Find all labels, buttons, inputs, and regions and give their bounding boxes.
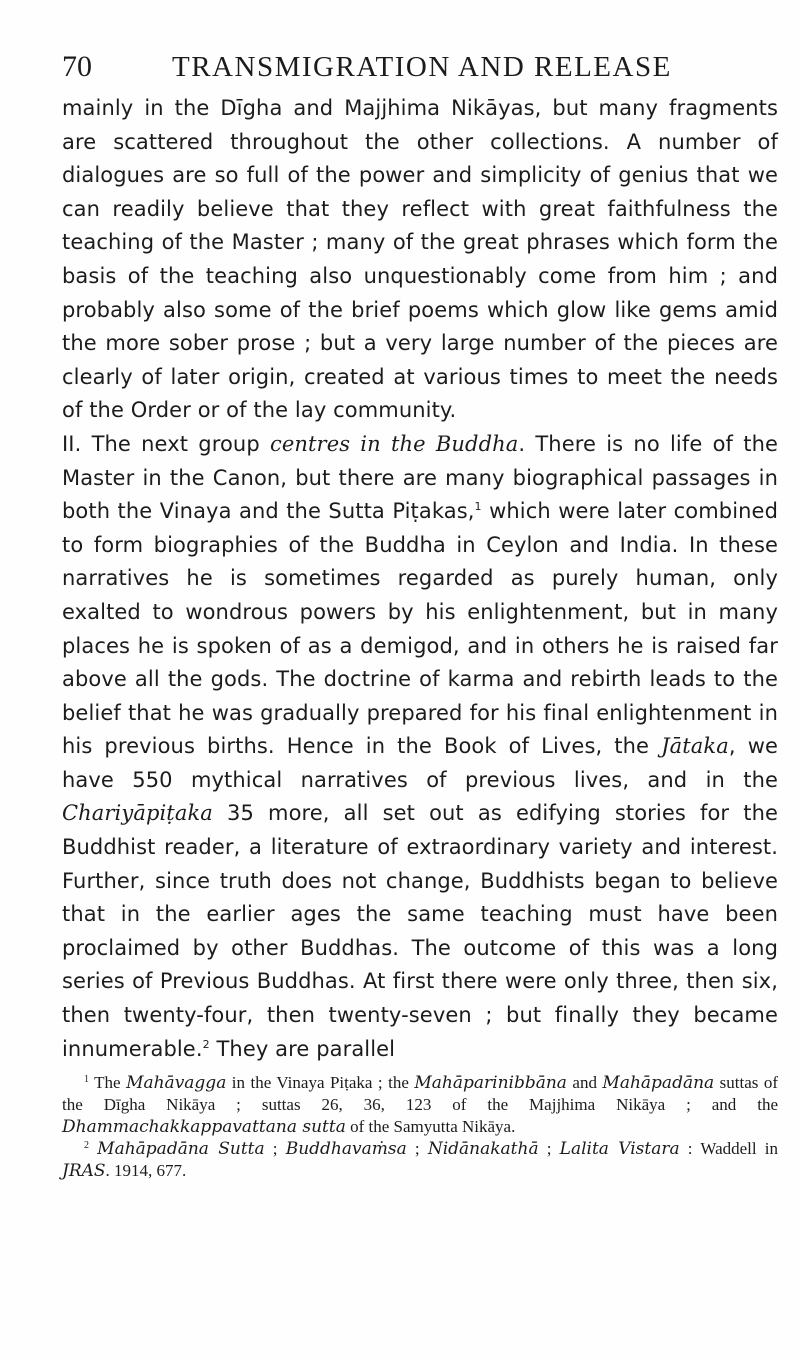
page-number: 70 xyxy=(62,50,92,83)
p2-italic-jataka: Jātaka xyxy=(661,734,729,759)
fn1-text-d: suttas of the Dīgha Nikāya ; suttas 26, 36, 123 of the Majjhima Nikāya ; and the xyxy=(62,1073,778,1115)
paragraph-2 xyxy=(62,428,778,1066)
running-header xyxy=(62,50,778,92)
running-title: TRANSMIGRATION AND RELEASE xyxy=(172,51,672,83)
fn2-text-e: : Waddell in xyxy=(679,1139,778,1159)
fn2-italic-2: Buddhavaṁsa xyxy=(285,1139,407,1160)
footnote-ref-1: 1 xyxy=(474,500,482,514)
fn1-text-c: and xyxy=(566,1073,603,1093)
book-page xyxy=(62,50,778,1182)
body-text xyxy=(62,92,778,1066)
p2-text-e: 35 more, all set out as edifying stories for the Buddhist reader, a literature of extraordinary variety and interest. Further, since truth does not change, Buddhists began to believe that in the earlier ages the same teaching must have been proclaimed by other Buddhas. The outcome of this was a long series of Previous Buddhas. At first there were only three, then six, then twenty-four, then twenty-seven ; but finally they became innumerable. xyxy=(62,801,778,1061)
fn2-text-f: . 1914, 677. xyxy=(105,1161,187,1181)
fn2-text-c: ; xyxy=(406,1139,428,1159)
p2-text-c: which were later combined to form biographies of the Buddha in Ceylon and India. In these narratives he is sometimes regarded as purely human, only exalted to wondrous powers by his enlightenment, but in many places he is spoken of as a demigod, and in others he is raised far above all the gods. The doctrine of karma and rebirth leads to the belief that he was gradually prepared for his final enlightenment in his previous births. Hence in the Book of Lives, the xyxy=(62,499,778,759)
fn1-italic-1: Mahāvagga xyxy=(126,1073,227,1094)
footnote-2 xyxy=(62,1138,778,1182)
footnote-1 xyxy=(62,1072,778,1138)
footnotes xyxy=(62,1072,778,1182)
fn2-text-b: ; xyxy=(264,1139,286,1159)
p2-text-b: . There is no life of the Master in the Canon, but there are many biographical passages in both the Vinaya and the Sutta Piṭakas, xyxy=(62,431,779,524)
fn2-italic-1: Mahāpadāna Sutta xyxy=(97,1139,265,1160)
footnote-ref-2: 2 xyxy=(202,1037,210,1051)
fn2-italic-3: Nidānakathā xyxy=(427,1139,539,1160)
fn1-text-b: in the Vinaya Piṭaka ; the xyxy=(226,1073,415,1093)
p2-text-a: II. The next group xyxy=(62,431,270,456)
fn1-italic-3: Mahāpadāna xyxy=(602,1073,715,1094)
fn1-text-e: of the Samyutta Nikāya. xyxy=(345,1117,516,1137)
p2-text-d: , we have 550 mythical narratives of previous lives, and in the xyxy=(62,734,778,792)
p2-text-f: They are parallel xyxy=(209,1036,396,1061)
fn2-italic-5: JRAS xyxy=(62,1161,106,1182)
footnote-2-number: 2 xyxy=(84,1140,89,1152)
fn2-text-a xyxy=(89,1139,97,1158)
fn2-italic-4: Lalita Vistara xyxy=(559,1139,680,1160)
fn1-italic-2: Mahāparinibbāna xyxy=(414,1073,567,1094)
footnote-1-number: 1 xyxy=(84,1074,89,1086)
p2-italic-centres: centres in the Buddha xyxy=(270,431,519,456)
fn1-italic-4: Dhammachakkappavattana sutta xyxy=(62,1117,346,1138)
p2-italic-chariyapitaka: Chariyāpiṭaka xyxy=(62,801,213,826)
paragraph-1: mainly in the Dīgha and Majjhima Nikāyas, but many fragments are scattered throughout the other collections. A number of dialogues are so full of the power and simplicity of genius that we can readily believe that they reflect with great faithfulness the teaching of the Master ; many of the great phrases which form the basis of the teaching also unquestionably come from him ; and probably also some of the brief poems which glow like gems amid the more sober prose ; but a very large number of the pieces are clearly of later origin, created at various times to meet the needs of the Order or of the lay community. xyxy=(62,96,778,423)
fn1-text-a: The xyxy=(89,1073,127,1093)
fn2-text-d: ; xyxy=(538,1139,560,1159)
